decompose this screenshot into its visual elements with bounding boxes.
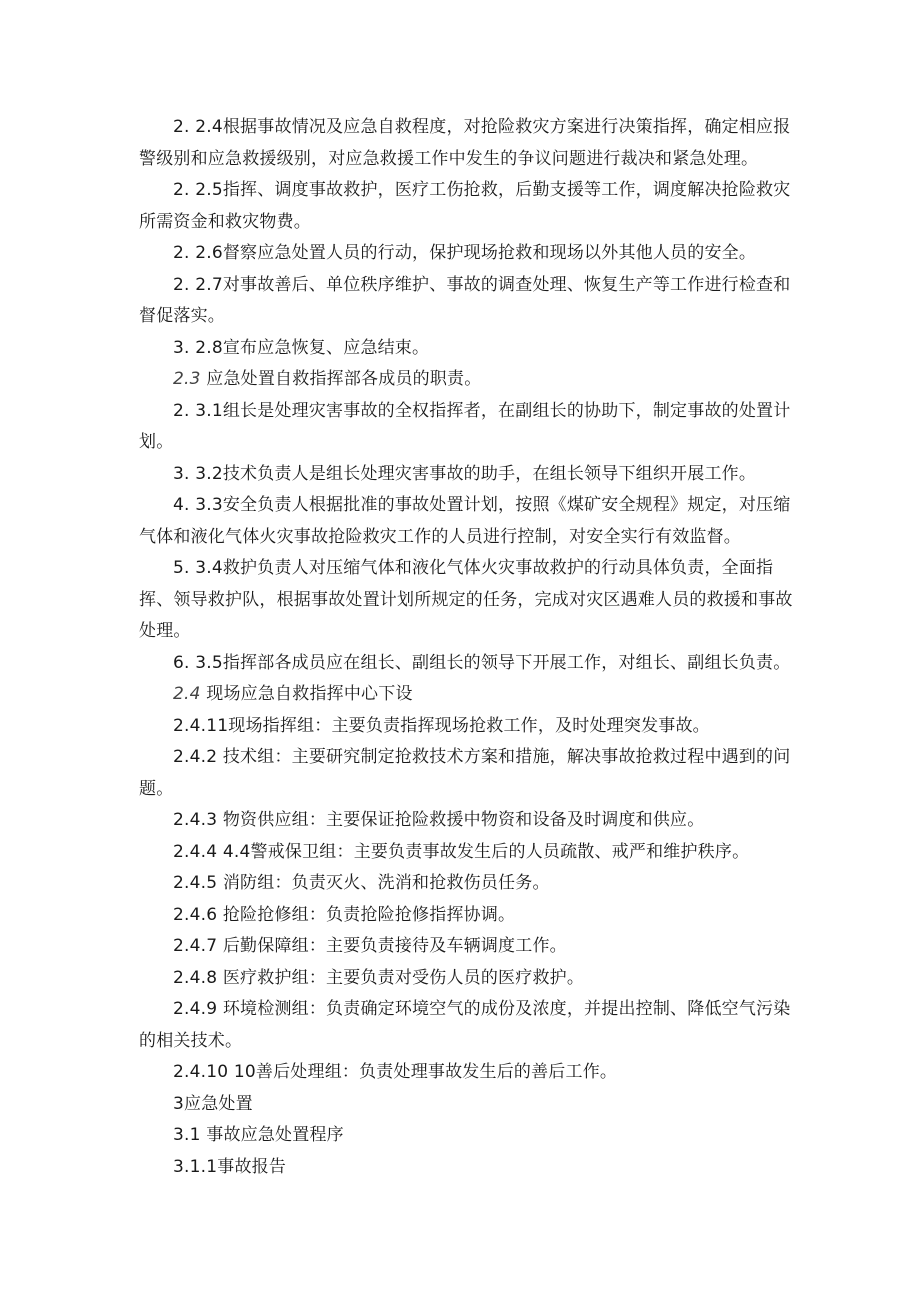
paragraph: 2.4.11现场指挥组：主要负责指挥现场抢救工作，及时处理突发事故。	[173, 715, 710, 736]
paragraph: 3. 3.2技术负责人是组长处理灾害事故的助手，在组长领导下组织开展工作。	[173, 463, 757, 484]
paragraph: 2. 2.4根据事故情况及应急自救程度，对抢险救灾方案进行决策指挥，确定相应报警级别和应急救援级别，对应急救援工作中发生的争议问题进行裁决和紧急处理。	[139, 117, 791, 169]
paragraph: 2. 3.1组长是处理灾害事故的全权指挥者，在副组长的协助下，制定事故的处置计划。	[139, 400, 791, 452]
paragraph: 3. 2.8宣布应急恢复、应急结束。	[173, 337, 430, 358]
section-number: 2.4	[173, 684, 201, 704]
paragraph: 2.4.9 环境检测组：负责确定环境空气的成份及浓度，并提出控制、降低空气污染的相关技术。	[139, 999, 791, 1051]
paragraph: 2.4.4 4.4警戒保卫组：主要负责事故发生后的人员疏散、戒严和维护秩序。	[173, 841, 750, 862]
document-body	[139, 112, 799, 1183]
section-heading	[139, 364, 799, 396]
section-heading: 3应急处置	[173, 1093, 253, 1114]
section-number: 2.3	[173, 369, 201, 389]
section-title: 应急处置自救指挥部各成员的职责。	[200, 369, 482, 389]
paragraph: 2.4.2 技术组：主要研究制定抢救技术方案和措施，解决事故抢救过程中遇到的问题。	[139, 747, 791, 799]
paragraph: 2.4.10 10善后处理组：负责处理事故发生后的善后工作。	[173, 1062, 618, 1082]
paragraph: 2.4.8 医疗救护组：主要负责对受伤人员的医疗救护。	[173, 967, 585, 988]
paragraph: 6. 3.5指挥部各成员应在组长、副组长的领导下开展工作，对组长、副组长负责。	[173, 652, 791, 673]
paragraph: 2.4.7 后勤保障组：主要负责接待及车辆调度工作。	[173, 936, 567, 956]
paragraph: 2. 2.7对事故善后、单位秩序维护、事故的调查处理、恢复生产等工作进行检查和督促落实。	[139, 274, 791, 326]
paragraph: 2.4.3 物资供应组：主要保证抢险救援中物资和设备及时调度和供应。	[173, 810, 705, 830]
paragraph: 2. 2.6督察应急处置人员的行动，保护现场抢救和现场以外其他人员的安全。	[173, 243, 757, 263]
section-heading: 3.1.1事故报告	[173, 1156, 287, 1177]
section-heading: 3.1 事故应急处置程序	[173, 1125, 344, 1145]
paragraph: 2. 2.5指挥、调度事故救护，医疗工伤抢救，后勤支援等工作，调度解决抢险救灾所需资金和救灾物费。	[139, 180, 791, 232]
paragraph: 2.4.5 消防组：负责灭火、洗消和抢救伤员任务。	[173, 873, 550, 893]
section-title: 现场应急自救指挥中心下设	[200, 684, 413, 704]
paragraph: 2.4.6 抢险抢修组：负责抢险抢修指挥协调。	[173, 904, 516, 925]
section-heading	[139, 679, 799, 711]
paragraph: 5. 3.4救护负责人对压缩气体和液化气体火灾事故救护的行动具体负责，全面指挥、领导救护队，根据事故处置计划所规定的任务，完成对灾区遇难人员的救援和事故处理。	[139, 558, 793, 641]
paragraph: 4. 3.3安全负责人根据批准的事故处置计划，按照《煤矿安全规程》规定，对压缩气体和液化气体火灾事故抢险救灾工作的人员进行控制，对安全实行有效监督。	[139, 495, 791, 547]
